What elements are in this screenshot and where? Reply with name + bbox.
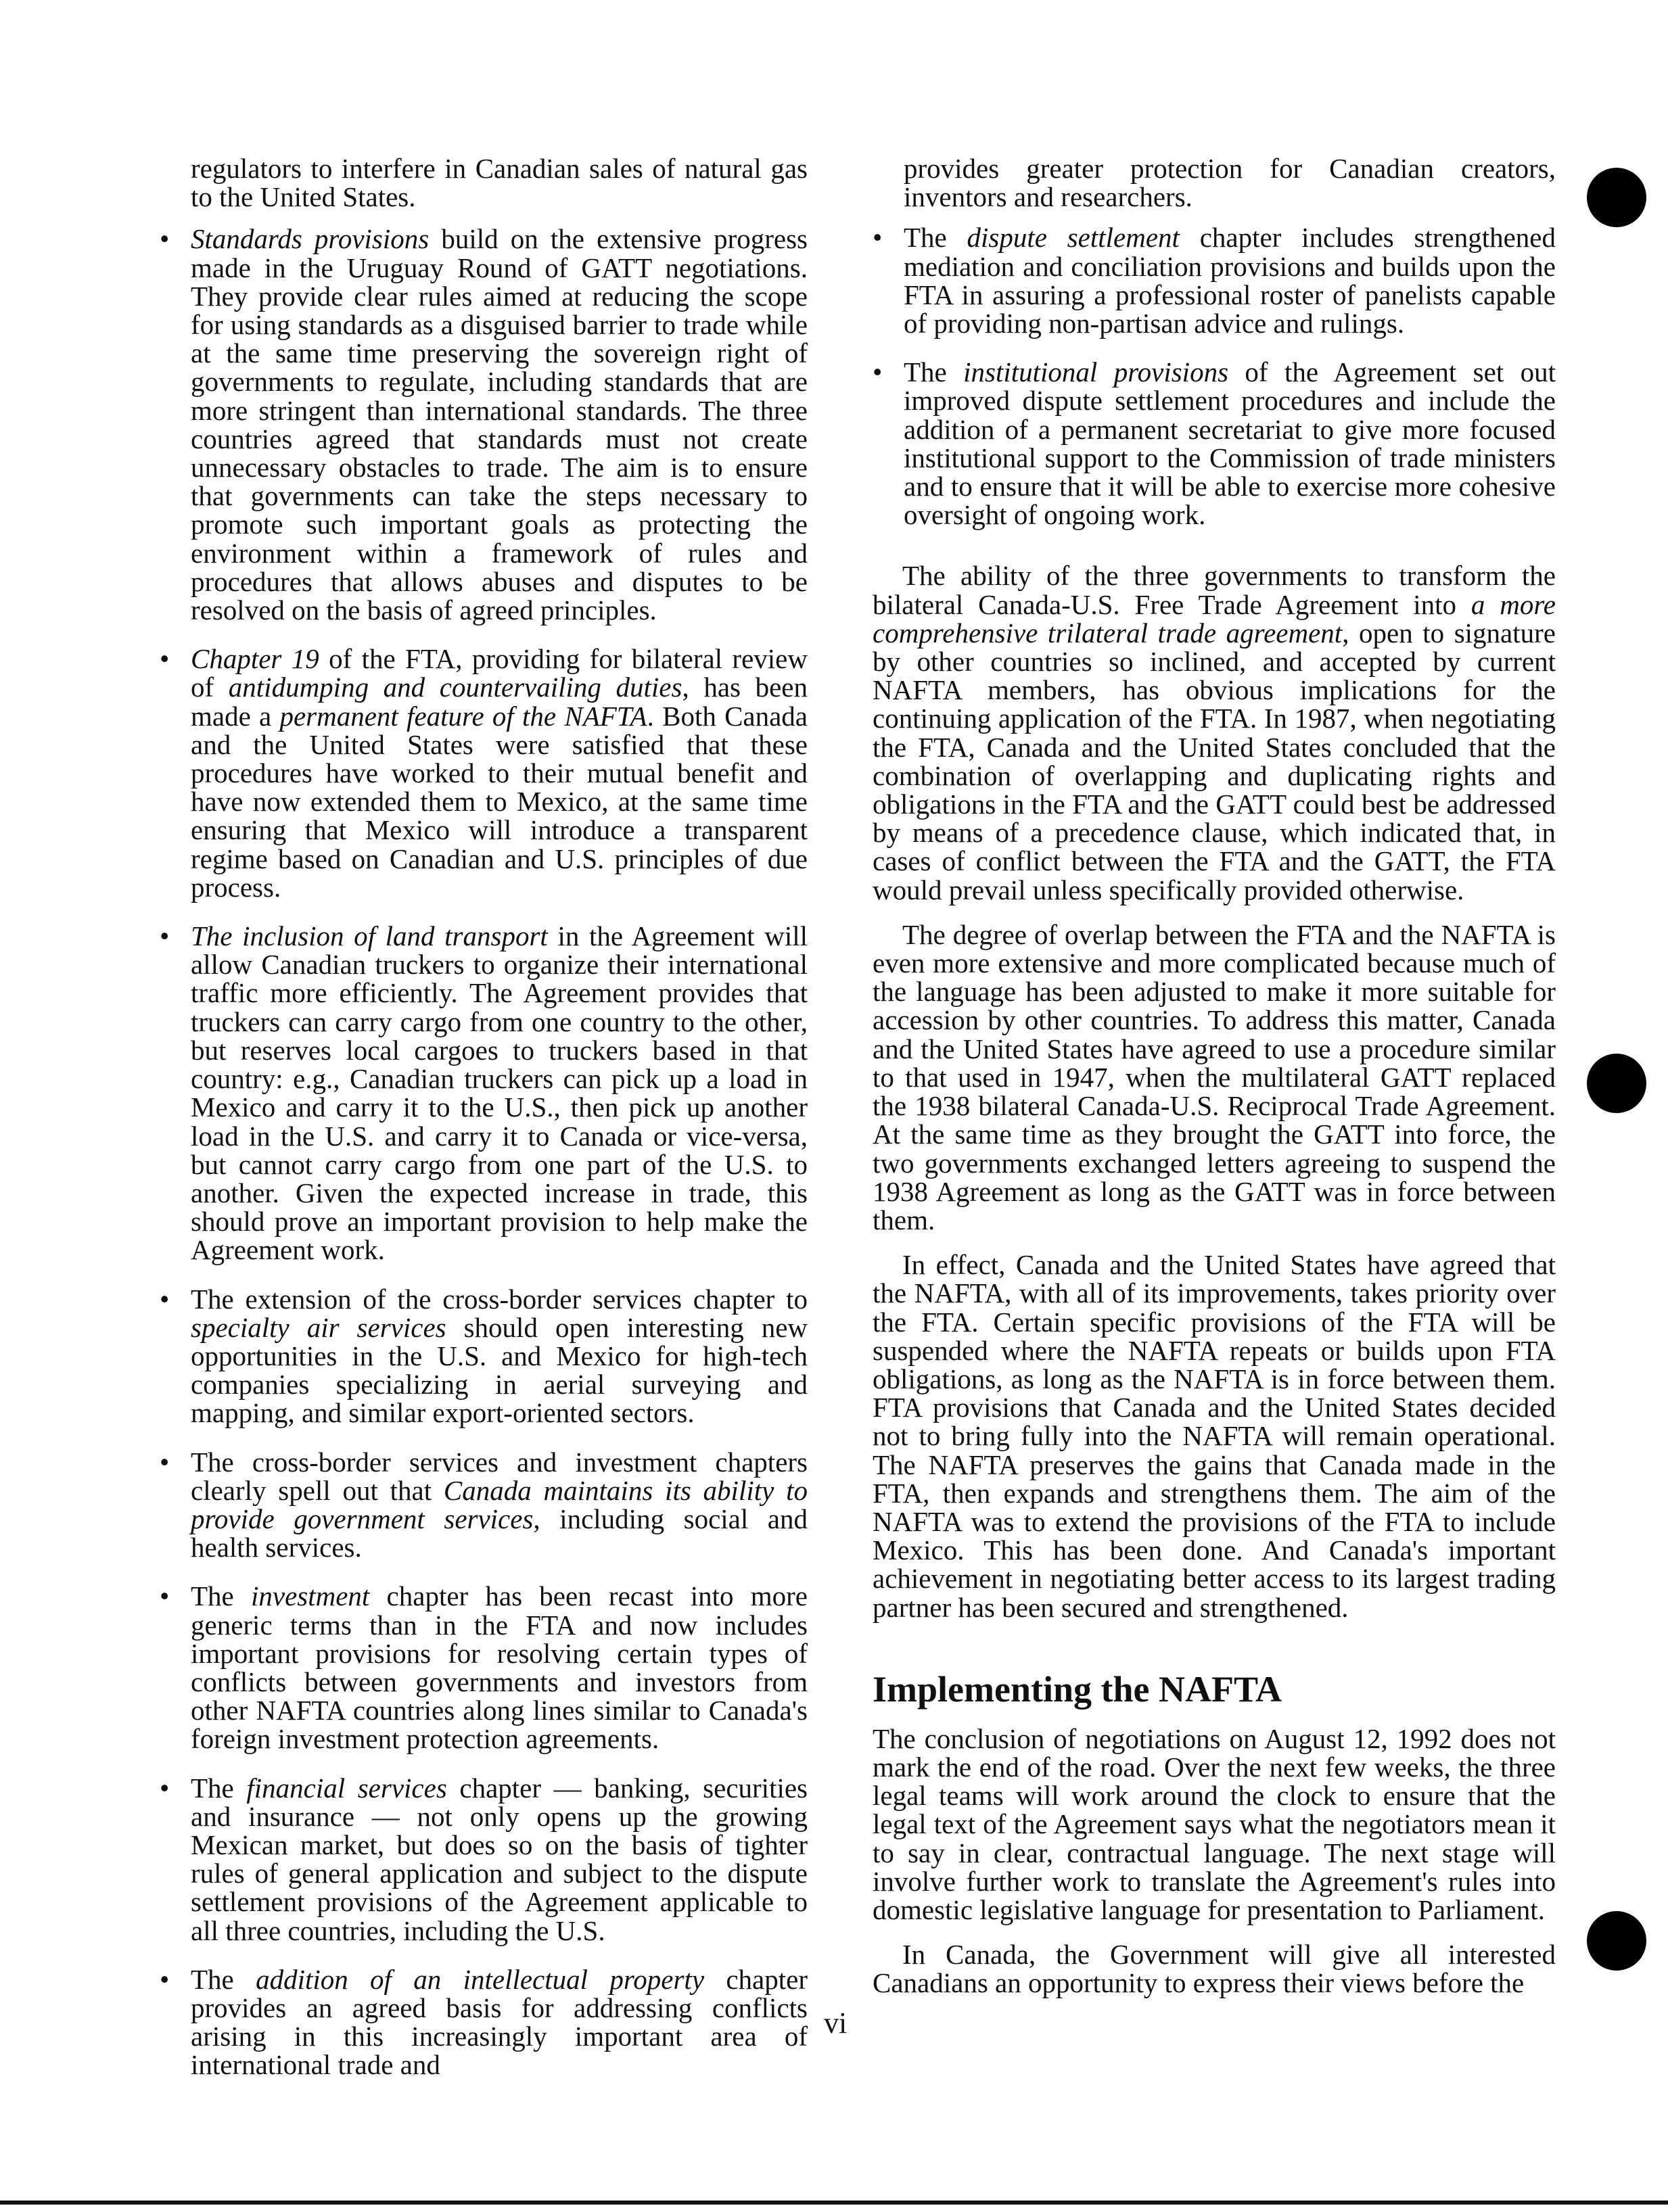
body-paragraph: The conclusion of negotiations on August 12, 1992 does not mark the end of the road. Over the next few weeks, the three legal teams will work around the clock to ensure that the legal text of the Agreement says what the negotiators mean it to say in clear, contractual language. The next stage will involve further work to translate the Agreement's rules into domestic legislative language for presentation to Parliament. [873, 1722, 1556, 1925]
body-paragraph: In Canada, the Government will give all interested Canadians an opportunity to express their views before the [873, 1939, 1556, 1999]
bullet-glyph: • [873, 222, 883, 254]
body-paragraph: The degree of overlap between the FTA and the NAFTA is even more extensive and more complicated because much of the language has been adjusted to make it more suitable for accession by other countries. To address this matter, Canada and the United States have agreed to use a procedure similar to that used in 1947, when the multilateral GATT replaced the 1938 bilateral Canada-U.S. Reciprocal Trade Agreement. At the same time as they brought the GATT into force, the two governments exchanged letters agreeing to suspend the 1938 Agreement as long as the GATT was in force between them. [873, 918, 1556, 1236]
bottom-edge-rule [0, 2201, 1668, 2205]
bullet-specialty-air [160, 1283, 808, 1429]
bullet-glyph: • [160, 223, 170, 255]
bullet-chapter-19 [160, 643, 808, 903]
bullet-financial-services [160, 1772, 808, 1946]
bullet-text: The dispute settlement chapter includes strengthened mediation and conciliation provisions and builds upon the FTA in assuring a professional roster of panelists capable of providing non-partisan advice and rulings. [904, 222, 1556, 339]
body-paragraph: In effect, Canada and the United States have agreed that the NAFTA, with all of its improvements, takes priority over the FTA. Certain specific provisions of the FTA will be suspended where the NAFTA repeats or builds upon FTA obligations, as long as the NAFTA is in force between them. FTA provisions that Canada and the United States decided not to bring fully into the NAFTA will remain operational. The NAFTA preserves the gains that Canada made in the FTA, then expands and strengthens them. The aim of the NAFTA was to extend the provisions of the FTA to include Mexico. This has been done. And Canada's important achievement in negotiating better access to its largest trading partner has been secured and strengthened. [873, 1249, 1556, 1623]
left-bullet-list [160, 223, 808, 2081]
punch-hole-top [1587, 168, 1646, 227]
page-number: vi [824, 2006, 848, 2040]
bullet-glyph: • [160, 1283, 170, 1315]
bullet-glyph: • [160, 920, 170, 952]
bullet-dispute-settlement [873, 222, 1556, 339]
bullet-institutional-provisions [873, 356, 1556, 531]
bullet-glyph: • [160, 1580, 170, 1612]
bullet-standards [160, 223, 808, 626]
left-column [160, 153, 808, 2100]
bullet-text: The addition of an intellectual property chapter provides an agreed basis for addressing conflicts arising in this increasingly important area of international trade and [191, 1963, 808, 2081]
bullet-text: The inclusion of land transport in the Agreement will allow Canadian truckers to organize their international traffic more efficiently. The Agreement provides that truckers can carry cargo from one country to the other, but reserves local cargoes to truckers based in that country: e.g., Canadian truckers can pick up a load in Mexico and carry it to the U.S., then pick up another load in the U.S. and carry it to Canada or vice-versa, but cannot carry cargo from one part of the U.S. to another. Given the expected increase in trade, this should prove an important provision to help make the Agreement work. [191, 920, 808, 1266]
bullet-text: The investment chapter has been recast into more generic terms than in the FTA and now includes important provisions for resolving certain types of conflicts between governments and investors from other NAFTA countries along lines similar to Canada's foreign investment protection agreements. [191, 1580, 808, 1755]
punch-hole-middle [1587, 1054, 1646, 1113]
bullet-text: The extension of the cross-border services chapter to specialty air services should open interesting new opportunities in the U.S. and Mexico for high-tech companies specializing in aerial surveying and mapping, and similar export-oriented sectors. [191, 1283, 808, 1429]
bullet-text: The institutional provisions of the Agreement set out improved dispute settlement procedures and include the addition of a permanent secretariat to give more focused institutional support to the Commission of trade ministers and to ensure that it will be able to exercise more cohesive oversight of ongoing work. [904, 356, 1556, 531]
section-heading: Implementing the NAFTA [873, 1668, 1282, 1710]
bullet-glyph: • [160, 1446, 170, 1478]
right-continuation-text: provides greater protection for Canadian creators, inventors and researchers. [904, 153, 1556, 213]
bullet-text: The financial services chapter — banking, securities and insurance — not only opens up the growing Mexican market, but does so on the basis of tighter rules of general application and subject to the dispute settlement provisions of the Agreement applicable to all three countries, including the U.S. [191, 1772, 808, 1946]
bullet-intellectual-property [160, 1963, 808, 2081]
right-column [873, 154, 1556, 1998]
bullet-glyph: • [160, 1772, 170, 1804]
bullet-government-services [160, 1446, 808, 1563]
left-continuation-text: regulators to interfere in Canadian sales of natural gas to the United States. [191, 153, 808, 213]
bullet-glyph: • [873, 356, 883, 388]
bullet-text: The cross-border services and investment chapters clearly spell out that Canada maintains its ability to provide government services, including social and health services. [191, 1446, 808, 1563]
bullet-land-transport [160, 920, 808, 1266]
body-paragraph: The ability of the three governments to transform the bilateral Canada-U.S. Free Trade Agreement into a more comprehensive trilateral trade agreement, open to signature by other countries so inclined, and accepted by current NAFTA members, has obvious implications for the continuing application of the FTA. In 1987, when negotiating the FTA, Canada and the United States concluded that the combination of overlapping and duplicating rights and obligations in the FTA and the GATT could best be addressed by means of a precedence clause, which indicated that, in cases of conflict between the FTA and the GATT, the FTA would prevail unless specifically provided otherwise. [873, 560, 1556, 905]
bullet-glyph: • [160, 1963, 170, 1995]
punch-hole-bottom [1587, 1911, 1646, 1971]
bullet-text: Chapter 19 of the FTA, providing for bilateral review of antidumping and countervailing duties, has been made a permanent feature of the NAFTA. Both Canada and the United States were satisfied that these procedures have worked to their mutual benefit and have now extended them to Mexico, at the same time ensuring that Mexico will introduce a transparent regime based on Canadian and U.S. principles of due process. [191, 643, 808, 903]
bullet-investment [160, 1580, 808, 1755]
right-bullet-list [873, 222, 1556, 531]
bullet-text: Standards provisions build on the extensive progress made in the Uruguay Round of GATT negotiations. They provide clear rules aimed at reducing the scope for using standards as a disguised barrier to trade while at the same time preserving the sovereign right of governments to regulate, including standards that are more stringent than international standards. The three countries agreed that standards must not create unnecessary obstacles to trade. The aim is to ensure that governments can take the steps necessary to promote such important goals as protecting the environment within a framework of rules and procedures that allows abuses and disputes to be resolved on the basis of agreed principles. [191, 223, 808, 626]
bullet-glyph: • [160, 643, 170, 675]
